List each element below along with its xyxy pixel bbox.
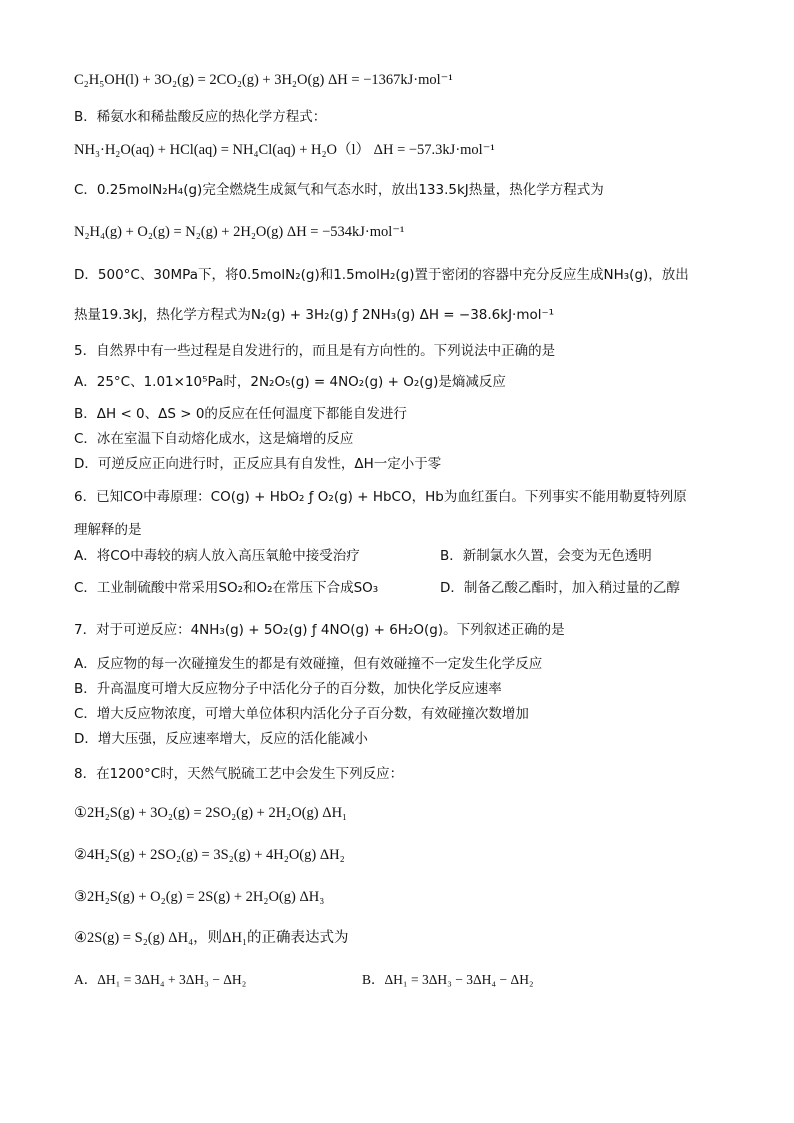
option-b-equation: NH₃·H₂O(aq) + HCl(aq) = NH₄Cl(aq) + H₂O（l） ΔH = −57.3kJ·mol⁻¹	[74, 142, 495, 158]
question-5-option-a: A．25°C、1.01×10⁵Pa时，2N₂O₅(g) = 4NO₂(g) + O₂(g)是熵减反应	[74, 374, 506, 390]
question-8-option-a: A．ΔH₁ = 3ΔH₄ + 3ΔH₃ − ΔH₂	[74, 972, 247, 987]
question-5-option-b: B．ΔH < 0、ΔS > 0的反应在任何温度下都能自发进行	[74, 406, 407, 422]
option-c-text: C．0.25molN₂H₄(g)完全燃烧生成氮气和气态水时，放出133.5kJ热量，热化学方程式为	[74, 182, 604, 198]
question-7-stem: 7．对于可逆反应：4NH₃(g) + 5O₂(g) ƒ 4NO(g) + 6H₂O(g)。下列叙述正确的是	[74, 622, 565, 638]
question-7-option-c: C．增大反应物浓度，可增大单位体积内活化分子百分数，有效碰撞次数增加	[74, 706, 529, 722]
question-7-option-b: B．升高温度可增大反应物分子中活化分子的百分数，加快化学反应速率	[74, 681, 502, 697]
option-d-equation: 热量19.3kJ，热化学方程式为N₂(g) + 3H₂(g) ƒ 2NH₃(g) ΔH = −38.6kJ·mol⁻¹	[74, 307, 555, 323]
question-8-reaction-4: ④2S(g) = S₂(g) ΔH₄，则ΔH₁的正确表达式为	[74, 930, 349, 946]
question-6-option-d: D．制备乙酸乙酯时，加入稍过量的乙醇	[440, 580, 680, 596]
question-6-option-a: A．将CO中毒较的病人放入高压氧舱中接受治疗	[74, 548, 360, 564]
question-7-option-d: D．增大压强，反应速率增大，反应的活化能减小	[74, 731, 368, 747]
question-5-option-d: D．可逆反应正向进行时，正反应具有自发性，ΔH一定小于零	[74, 456, 442, 472]
question-6-option-c: C．工业制硫酸中常采用SO₂和O₂在常压下合成SO₃	[74, 580, 379, 596]
question-8-option-b: B．ΔH₁ = 3ΔH₃ − 3ΔH₄ − ΔH₂	[362, 972, 534, 987]
option-c-equation: N₂H₄(g) + O₂(g) = N₂(g) + 2H₂O(g) ΔH = −534kJ·mol⁻¹	[74, 224, 405, 240]
question-5-stem: 5．自然界中有一些过程是自发进行的，而且是有方向性的。下列说法中正确的是	[74, 343, 556, 359]
question-8-reaction-2: ②4H₂S(g) + 2SO₂(g) = 3S₂(g) + 4H₂O(g) ΔH₂	[74, 847, 345, 863]
question-6-option-b: B．新制氯水久置，会变为无色透明	[440, 548, 652, 564]
question-6-stem: 6．已知CO中毒原理：CO(g) + HbO₂ ƒ O₂(g) + HbCO，Hb为血红蛋白。下列事实不能用勒夏特列原	[74, 489, 687, 505]
question-7-option-a: A．反应物的每一次碰撞发生的都是有效碰撞，但有效碰撞不一定发生化学反应	[74, 656, 543, 672]
option-a-equation: C₂H₅OH(l) + 3O₂(g) = 2CO₂(g) + 3H₂O(g) ΔH = −1367kJ·mol⁻¹	[74, 72, 453, 88]
option-b-text: B．稀氨水和稀盐酸反应的热化学方程式：	[74, 109, 327, 125]
question-5-option-c: C．冰在室温下自动熔化成水，这是熵增的反应	[74, 431, 354, 447]
question-8-reaction-1: ①2H₂S(g) + 3O₂(g) = 2SO₂(g) + 2H₂O(g) ΔH₁	[74, 805, 348, 821]
question-8-reaction-3: ③2H₂S(g) + O₂(g) = 2S(g) + 2H₂O(g) ΔH₃	[74, 889, 325, 905]
question-8-stem: 8．在1200°C时，天然气脱硫工艺中会发生下列反应：	[74, 766, 404, 782]
option-d-text: D．500°C、30MPa下，将0.5molN₂(g)和1.5molH₂(g)置于密闭的容器中充分反应生成NH₃(g)，放出	[74, 267, 689, 283]
question-6-stem-cont: 理解释的是	[74, 522, 142, 538]
